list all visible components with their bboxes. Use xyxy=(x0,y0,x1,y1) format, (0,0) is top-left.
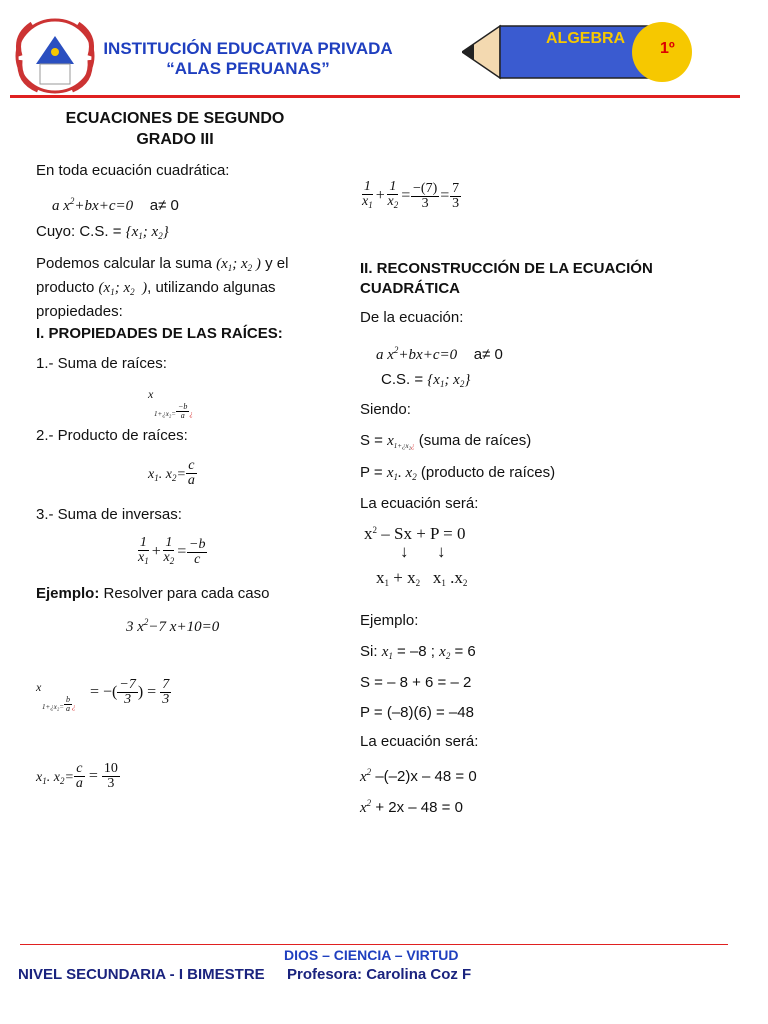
para-text: Podemos calcular la suma xyxy=(36,255,217,272)
siendo-label: Siendo: xyxy=(360,401,411,418)
p-suffix: (producto de raíces) xyxy=(416,464,556,481)
footer-level: NIVEL SECUNDARIA - I BIMESTRE xyxy=(18,966,265,983)
solution-set-2: C.S. = {$x_1$; $x_2$} xyxy=(381,371,471,389)
from-equation-label: De la ecuación: xyxy=(360,309,464,326)
example-inverse-sum: $\frac{1}{x_1}$ + $\frac{1}{x_2}$ = $\frac{-(7)}{3}$ = $\frac{7}{3}$ xyxy=(362,179,460,211)
grade-label: 1º xyxy=(660,40,675,57)
result1-rest: –(–2)x – 48 = 0 xyxy=(371,768,477,785)
s-suffix: (suma de raíces) xyxy=(414,432,532,449)
school-name-line1: INSTITUCIÓN EDUCATIVA PRIVADA xyxy=(103,39,393,58)
para-text: y el xyxy=(260,255,289,272)
inverse-sum-formula: $\frac{1}{x_1}$ + $\frac{1}{x_2}$ = $\frac{-b}{c}$ xyxy=(138,535,206,567)
school-name-line2: “ALAS PERUANAS” xyxy=(166,59,330,78)
property-1-label: 1.- Suma de raíces: xyxy=(36,355,167,372)
section-2-line2: CUADRÁTICA xyxy=(360,280,460,297)
example-label-2: Ejemplo: xyxy=(360,612,419,629)
property-3-label: 3.- Suma de inversas: xyxy=(36,506,182,523)
page-title xyxy=(40,108,310,150)
s-value: S = – 8 + 6 = – 2 xyxy=(360,674,472,691)
result-equation-1: $x^2$ –(–2)x – 48 = 0 xyxy=(360,767,477,785)
example-product: $x_1$. $x_2=$ $\frac{c}{a}$ = $\frac{10}{3}$ xyxy=(36,761,118,791)
reconstruction-diagram: $x^2 - Sx + P = 0$ ↓ ↓ $x_1 + x_2$ $x_1$ $.x_2$ xyxy=(364,524,468,588)
para-text: producto xyxy=(36,279,99,296)
general-equation: a $x^2+bx+c=0$ a≠ 0 xyxy=(52,196,179,214)
solution-set: Cuyo: C.S. = {$x_1$; $x_2$} xyxy=(36,223,169,241)
si-prefix: Si: xyxy=(360,643,382,660)
section-1-heading: I. PROPIEDADES DE LAS RAÍCES: xyxy=(36,325,283,342)
example-sum-value: = −( $\frac{-7}{3}$ ) = $\frac{7}{3}$ xyxy=(90,677,170,707)
para-text: , utilizando algunas xyxy=(147,279,276,296)
page-title-line2: GRADO III xyxy=(136,131,214,148)
intro-text: En toda ecuación cuadrática: xyxy=(36,162,230,179)
page-title-line1: ECUACIONES DE SEGUNDO xyxy=(65,110,285,127)
equation-will-be-label-2: La ecuación será: xyxy=(360,733,479,750)
a-not-zero: a≠ 0 xyxy=(149,197,179,214)
footer-divider xyxy=(20,944,728,945)
example-sum: x 1+¿x₂= $\frac{b}{a}$ ¿ xyxy=(36,680,76,714)
si-end: = 6 xyxy=(450,643,476,660)
p-prefix: P = xyxy=(360,464,387,481)
si-mid: = –8 ; xyxy=(392,643,440,660)
footer-motto: DIOS – CIENCIA – VIRTUD xyxy=(284,947,459,963)
section-2-heading xyxy=(360,259,653,299)
example-label: Ejemplo: xyxy=(36,585,100,602)
p-definition: $P = x_1$. $x_2$ (producto de raíces) xyxy=(360,464,556,482)
example-equation: 3 $x^2-7$ x+10=0 xyxy=(126,617,220,635)
para-text: propiedades: xyxy=(36,303,123,320)
example-roots: Si: $x_1 = -8$ ; $x_2 = 6$ xyxy=(360,643,476,661)
a-not-zero-2: a≠ 0 xyxy=(473,346,503,363)
s-definition: $S = x_{1+¿x_2¿}$ (suma de raíces) xyxy=(360,432,532,450)
general-equation-2: a $x^2+bx+c=0$ a≠ 0 xyxy=(376,345,503,363)
cs-prefix-2: C.S. = xyxy=(381,371,428,388)
subject-label: ALGEBRA xyxy=(546,30,626,47)
section-2-line1: II. RECONSTRUCCIÓN DE LA ECUACIÓN xyxy=(360,260,653,277)
result-equation-2: $x^2 + 2x - 48 = 0$ xyxy=(360,798,463,816)
footer-teacher: Profesora: Carolina Coz F xyxy=(287,966,472,983)
property-2-label: 2.- Producto de raíces: xyxy=(36,427,188,444)
intro-paragraph: Podemos calcular la suma ($x_1$; $x_2$ ) y el producto ($x_1$; $x_2$ ), utilizando algunas propiedades: xyxy=(36,255,289,320)
sum-formula: x 1+¿x₂= $\frac{-b}{a}$ ¿ xyxy=(148,387,193,421)
example-text: Resolver para cada caso xyxy=(99,585,270,602)
example-prompt xyxy=(36,584,269,604)
header-divider xyxy=(10,95,740,98)
s-prefix: S = xyxy=(360,432,388,449)
cs-prefix: Cuyo: C.S. = xyxy=(36,223,126,240)
result2-rest: + 2x – 48 = 0 xyxy=(371,799,463,816)
school-logo xyxy=(12,16,98,96)
product-formula: $x_1$. $x_2=$ $\frac{c}{a}$ xyxy=(148,458,195,488)
equation-will-be-label: La ecuación será: xyxy=(360,495,479,512)
p-value: P = (–8)(6) = –48 xyxy=(360,704,474,721)
